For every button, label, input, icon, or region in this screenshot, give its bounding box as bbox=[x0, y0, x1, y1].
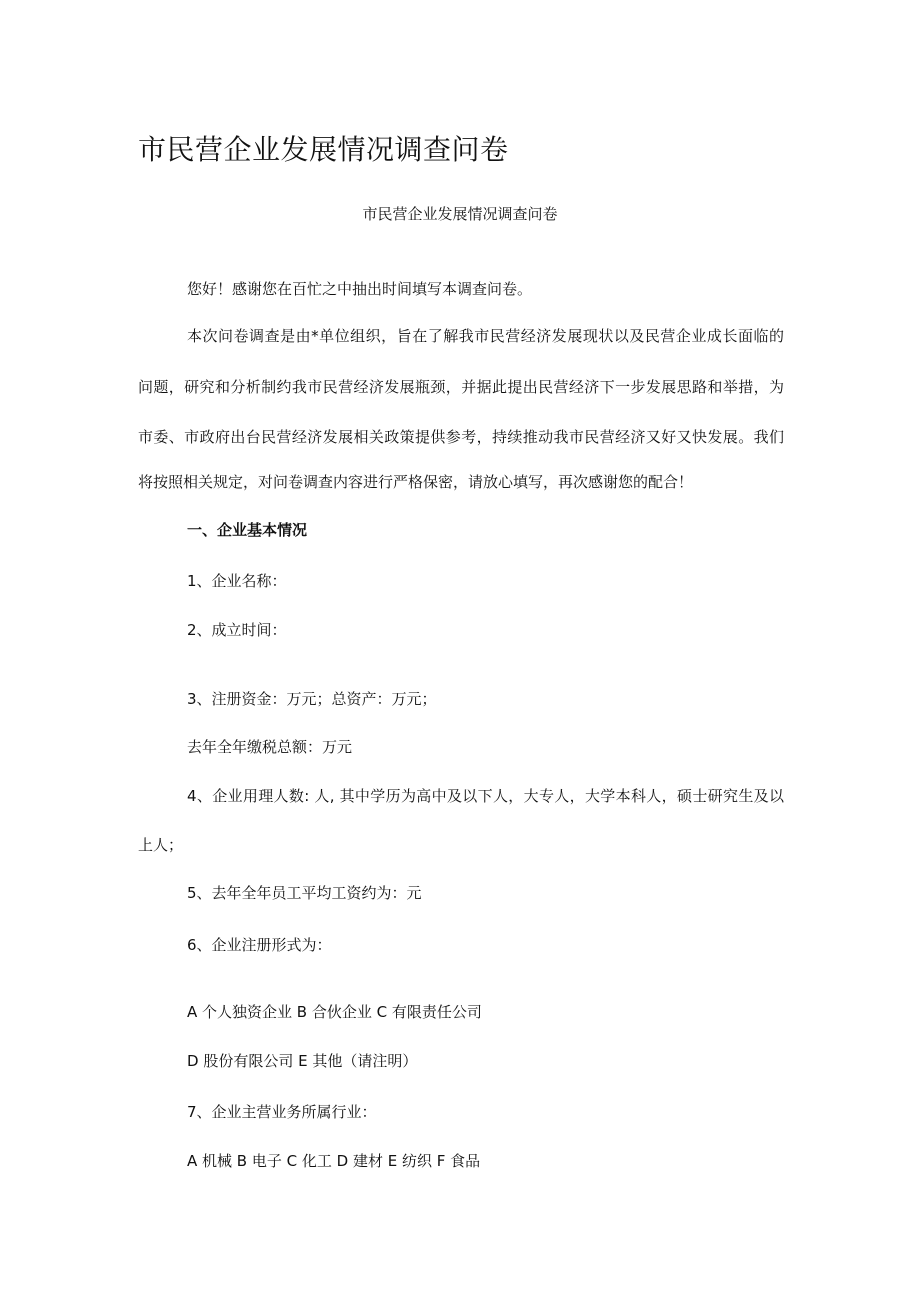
intro-line: 市委、市政府出台民营经济发展相关政策提供参考，持续推动我市民营经济又好又快发展。我们 bbox=[138, 428, 784, 446]
question-company-name: 1、企业名称： bbox=[187, 572, 287, 590]
question-industry: 7、企业主营业务所属行业： bbox=[187, 1103, 377, 1121]
question-founding-date: 2、成立时间： bbox=[187, 621, 287, 639]
registration-form-options: A 个人独资企业 B 合伙企业 C 有限责任公司 bbox=[187, 1003, 482, 1021]
intro-line: 本次问卷调查是由*单位组织，旨在了解我市民营经济发展现状以及民营企业成长面临的 bbox=[187, 327, 784, 345]
section-heading-basic-info: 一、企业基本情况 bbox=[187, 521, 308, 539]
intro-line: 问题，研究和分析制约我市民营经济发展瓶颈，并据此提出民营经济下一步发展思路和举措，为 bbox=[138, 378, 784, 396]
industry-options: A 机械 B 电子 C 化工 D 建材 E 纺织 F 食品 bbox=[187, 1152, 481, 1170]
document-title: 市民营企业发展情况调查问卷 bbox=[138, 133, 509, 166]
question-employees-line: 上人； bbox=[138, 836, 184, 854]
question-registration-form: 6、企业注册形式为： bbox=[187, 936, 332, 954]
greeting-paragraph: 您好！感谢您在百忙之中抽出时间填写本调查问卷。 bbox=[187, 280, 533, 298]
question-employees-line: 4、企业用理人数: 人, 其中学历为高中及以下人，大专人，大学本科人，硕士研究生及以 bbox=[187, 787, 784, 805]
question-registered-capital: 3、注册资金：万元；总资产：万元； bbox=[187, 690, 437, 708]
registration-form-options: D 股份有限公司 E 其他（请注明） bbox=[187, 1052, 418, 1070]
question-annual-tax: 去年全年缴税总额：万元 bbox=[187, 738, 353, 756]
document-subtitle: 市民营企业发展情况调查问卷 bbox=[362, 205, 558, 223]
intro-line: 将按照相关规定，对问卷调查内容进行严格保密，请放心填写，再次感谢您的配合！ bbox=[138, 473, 694, 491]
question-average-salary: 5、去年全年员工平均工资约为：元 bbox=[187, 884, 422, 902]
